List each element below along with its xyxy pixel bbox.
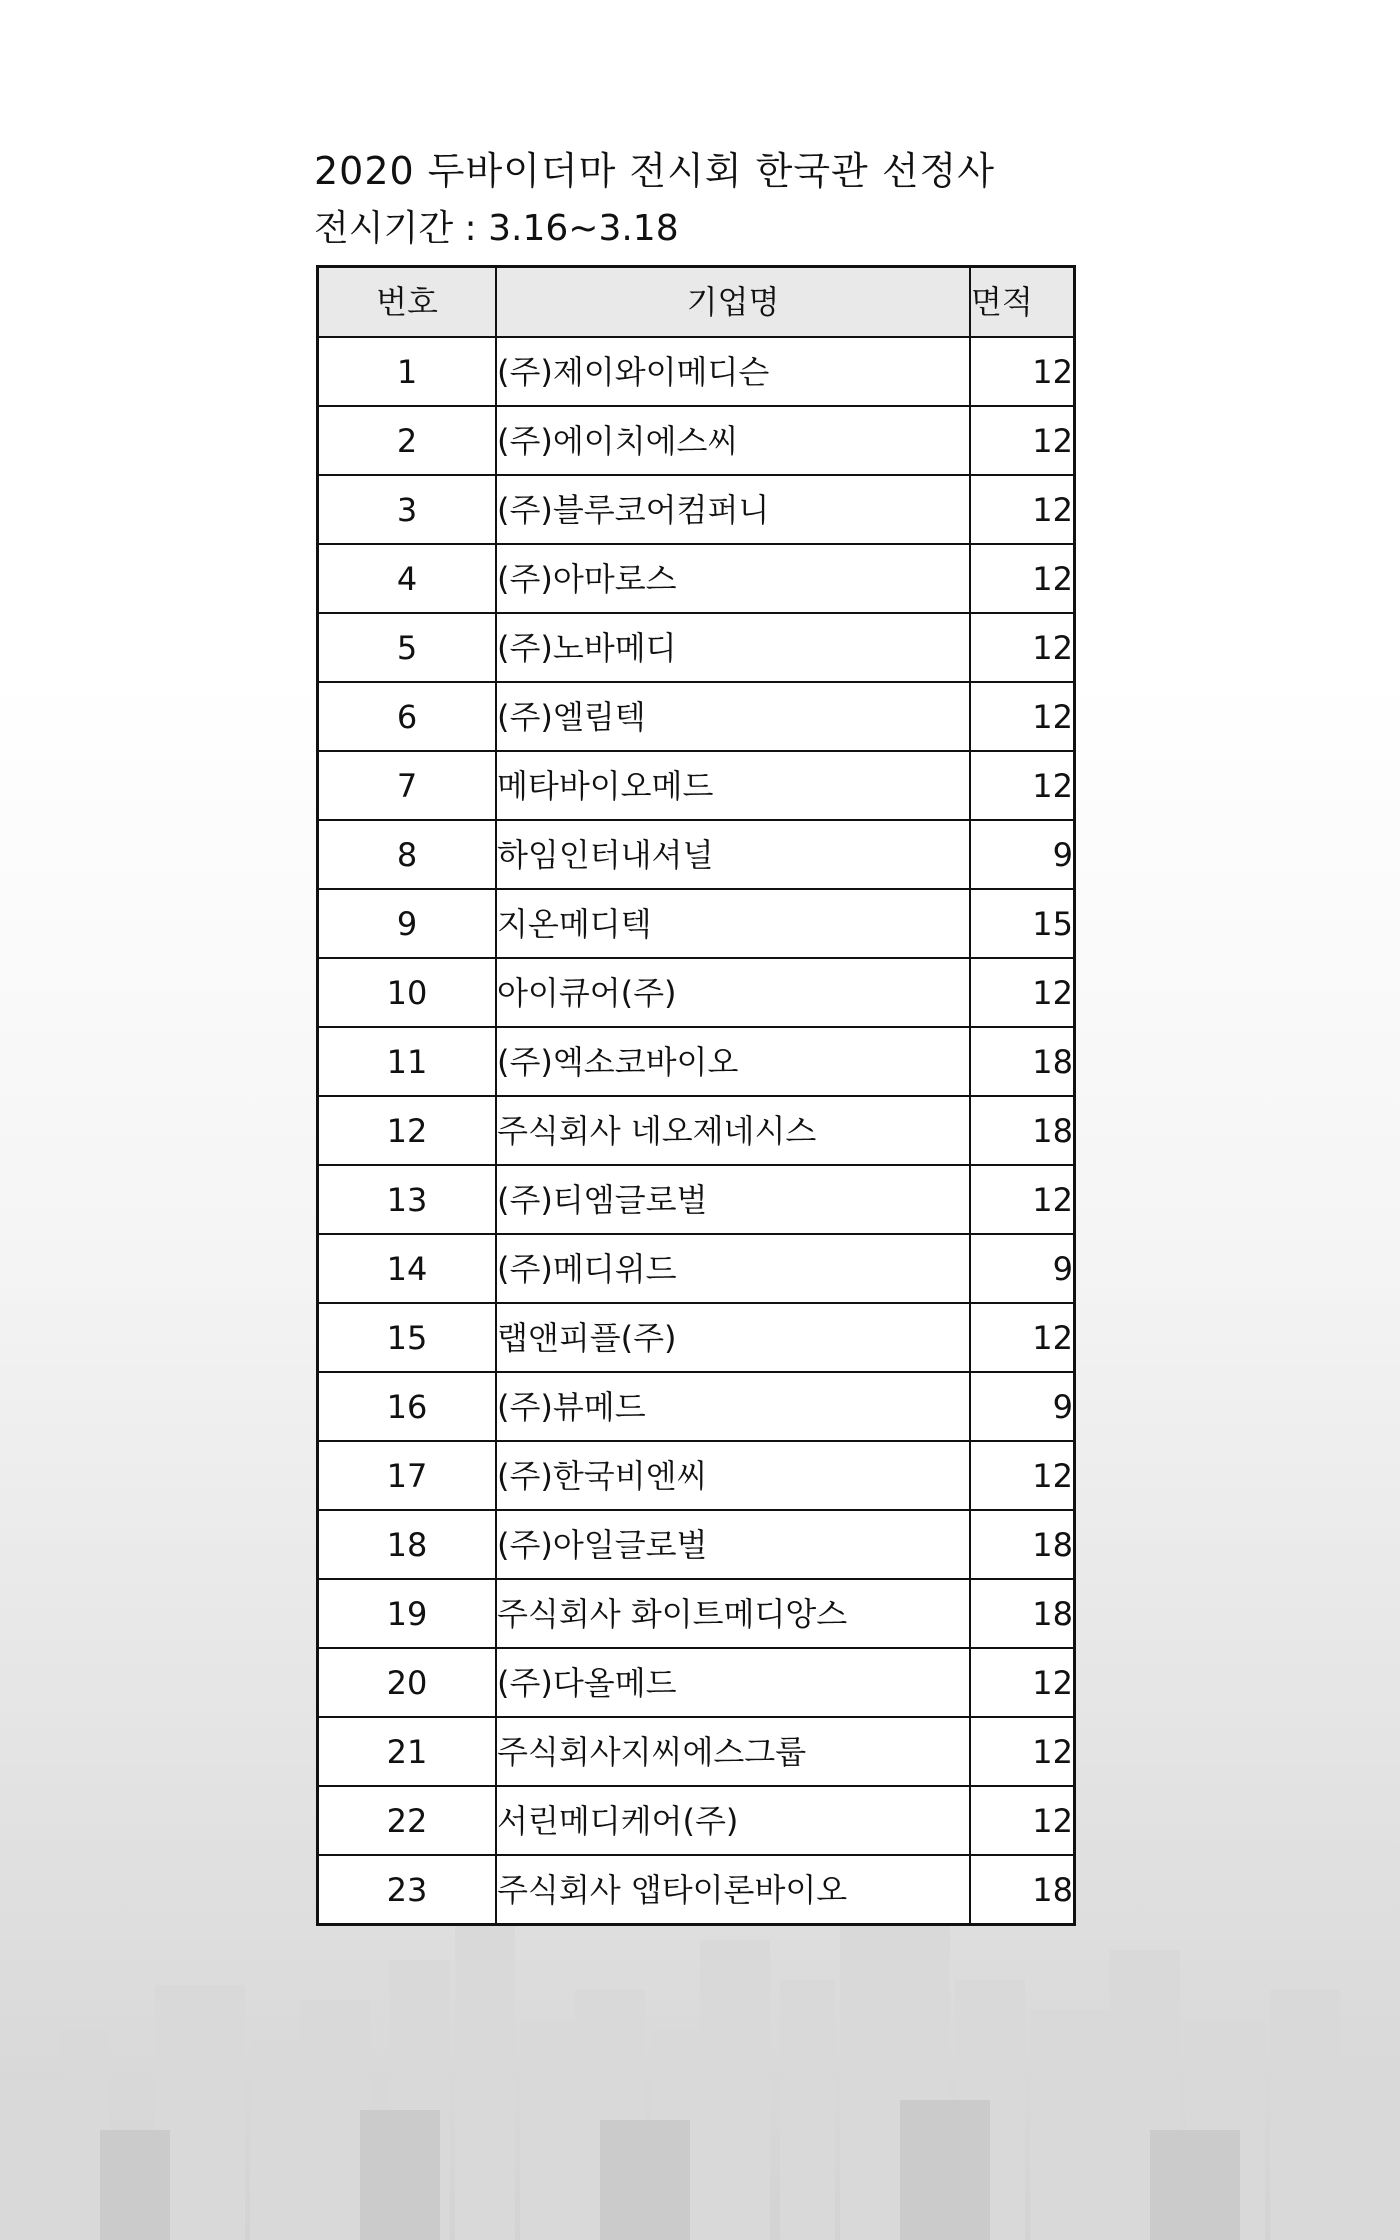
- page-title: 2020 두바이더마 전시회 한국관 선정사: [314, 149, 995, 193]
- row-number: 3: [318, 475, 497, 544]
- row-number: 10: [318, 958, 497, 1027]
- booth-area: 12: [970, 1303, 1075, 1372]
- row-number: 1: [318, 337, 497, 406]
- row-number: 5: [318, 613, 497, 682]
- column-header-number: 번호: [318, 267, 497, 338]
- company-name: 메타바이오메드: [496, 751, 970, 820]
- booth-area: 12: [970, 544, 1075, 613]
- table-row: [318, 613, 1075, 682]
- booth-area: 18: [970, 1855, 1075, 1925]
- company-name: 주식회사지씨에스그룹: [496, 1717, 970, 1786]
- exhibitor-table: [316, 265, 1076, 1926]
- row-number: 12: [318, 1096, 497, 1165]
- table-row: [318, 1717, 1075, 1786]
- row-number: 21: [318, 1717, 497, 1786]
- table-row: [318, 1027, 1075, 1096]
- booth-area: 12: [970, 613, 1075, 682]
- booth-area: 12: [970, 1786, 1075, 1855]
- company-name: 주식회사 네오제네시스: [496, 1096, 970, 1165]
- row-number: 8: [318, 820, 497, 889]
- table-header-row: [318, 267, 1075, 338]
- company-name: (주)뷰메드: [496, 1372, 970, 1441]
- table-row: [318, 1855, 1075, 1925]
- company-name: 서린메디케어(주): [496, 1786, 970, 1855]
- booth-area: 9: [970, 1372, 1075, 1441]
- booth-area: 12: [970, 1165, 1075, 1234]
- booth-area: 12: [970, 1441, 1075, 1510]
- row-number: 23: [318, 1855, 497, 1925]
- company-name: (주)노바메디: [496, 613, 970, 682]
- company-name: 아이큐어(주): [496, 958, 970, 1027]
- row-number: 13: [318, 1165, 497, 1234]
- table-row: [318, 1786, 1075, 1855]
- booth-area: 15: [970, 889, 1075, 958]
- company-name: (주)다올메드: [496, 1648, 970, 1717]
- table-row: [318, 1234, 1075, 1303]
- company-name: (주)티엠글로벌: [496, 1165, 970, 1234]
- company-name: 하임인터내셔널: [496, 820, 970, 889]
- row-number: 22: [318, 1786, 497, 1855]
- table-row: [318, 1096, 1075, 1165]
- table-row: [318, 544, 1075, 613]
- booth-area: 18: [970, 1096, 1075, 1165]
- booth-area: 12: [970, 406, 1075, 475]
- row-number: 15: [318, 1303, 497, 1372]
- booth-area: 18: [970, 1510, 1075, 1579]
- company-name: (주)엑소코바이오: [496, 1027, 970, 1096]
- booth-area: 18: [970, 1027, 1075, 1096]
- table-row: [318, 1579, 1075, 1648]
- table-row: [318, 751, 1075, 820]
- column-header-area: 면적: [970, 267, 1075, 338]
- table-row: [318, 1372, 1075, 1441]
- city-skyline-background: [0, 1880, 1400, 2240]
- row-number: 19: [318, 1579, 497, 1648]
- table-row: [318, 820, 1075, 889]
- booth-area: 12: [970, 682, 1075, 751]
- table-row: [318, 475, 1075, 544]
- company-name: (주)블루코어컴퍼니: [496, 475, 970, 544]
- company-name: (주)한국비엔씨: [496, 1441, 970, 1510]
- company-name: (주)제이와이메디슨: [496, 337, 970, 406]
- table-row: [318, 1648, 1075, 1717]
- table-row: [318, 406, 1075, 475]
- booth-area: 12: [970, 337, 1075, 406]
- table-row: [318, 1165, 1075, 1234]
- booth-area: 12: [970, 1717, 1075, 1786]
- table-row: [318, 337, 1075, 406]
- booth-area: 12: [970, 958, 1075, 1027]
- company-name: (주)아일글로벌: [496, 1510, 970, 1579]
- row-number: 7: [318, 751, 497, 820]
- row-number: 6: [318, 682, 497, 751]
- row-number: 18: [318, 1510, 497, 1579]
- company-name: (주)메디위드: [496, 1234, 970, 1303]
- company-name: 주식회사 앱타이론바이오: [496, 1855, 970, 1925]
- row-number: 16: [318, 1372, 497, 1441]
- table-row: [318, 1510, 1075, 1579]
- row-number: 11: [318, 1027, 497, 1096]
- exhibition-period: 전시기간 : 3.16~3.18: [314, 208, 679, 249]
- row-number: 9: [318, 889, 497, 958]
- table-row: [318, 1441, 1075, 1510]
- row-number: 14: [318, 1234, 497, 1303]
- table-row: [318, 682, 1075, 751]
- row-number: 20: [318, 1648, 497, 1717]
- column-header-company: 기업명: [496, 267, 970, 338]
- company-name: (주)엘림텍: [496, 682, 970, 751]
- table-row: [318, 1303, 1075, 1372]
- company-name: 주식회사 화이트메디앙스: [496, 1579, 970, 1648]
- booth-area: 9: [970, 820, 1075, 889]
- company-name: 지온메디텍: [496, 889, 970, 958]
- row-number: 2: [318, 406, 497, 475]
- company-name: (주)아마로스: [496, 544, 970, 613]
- table-row: [318, 889, 1075, 958]
- booth-area: 12: [970, 751, 1075, 820]
- company-name: 랩앤피플(주): [496, 1303, 970, 1372]
- table-row: [318, 958, 1075, 1027]
- booth-area: 9: [970, 1234, 1075, 1303]
- row-number: 17: [318, 1441, 497, 1510]
- company-name: (주)에이치에스씨: [496, 406, 970, 475]
- booth-area: 12: [970, 1648, 1075, 1717]
- booth-area: 18: [970, 1579, 1075, 1648]
- booth-area: 12: [970, 475, 1075, 544]
- row-number: 4: [318, 544, 497, 613]
